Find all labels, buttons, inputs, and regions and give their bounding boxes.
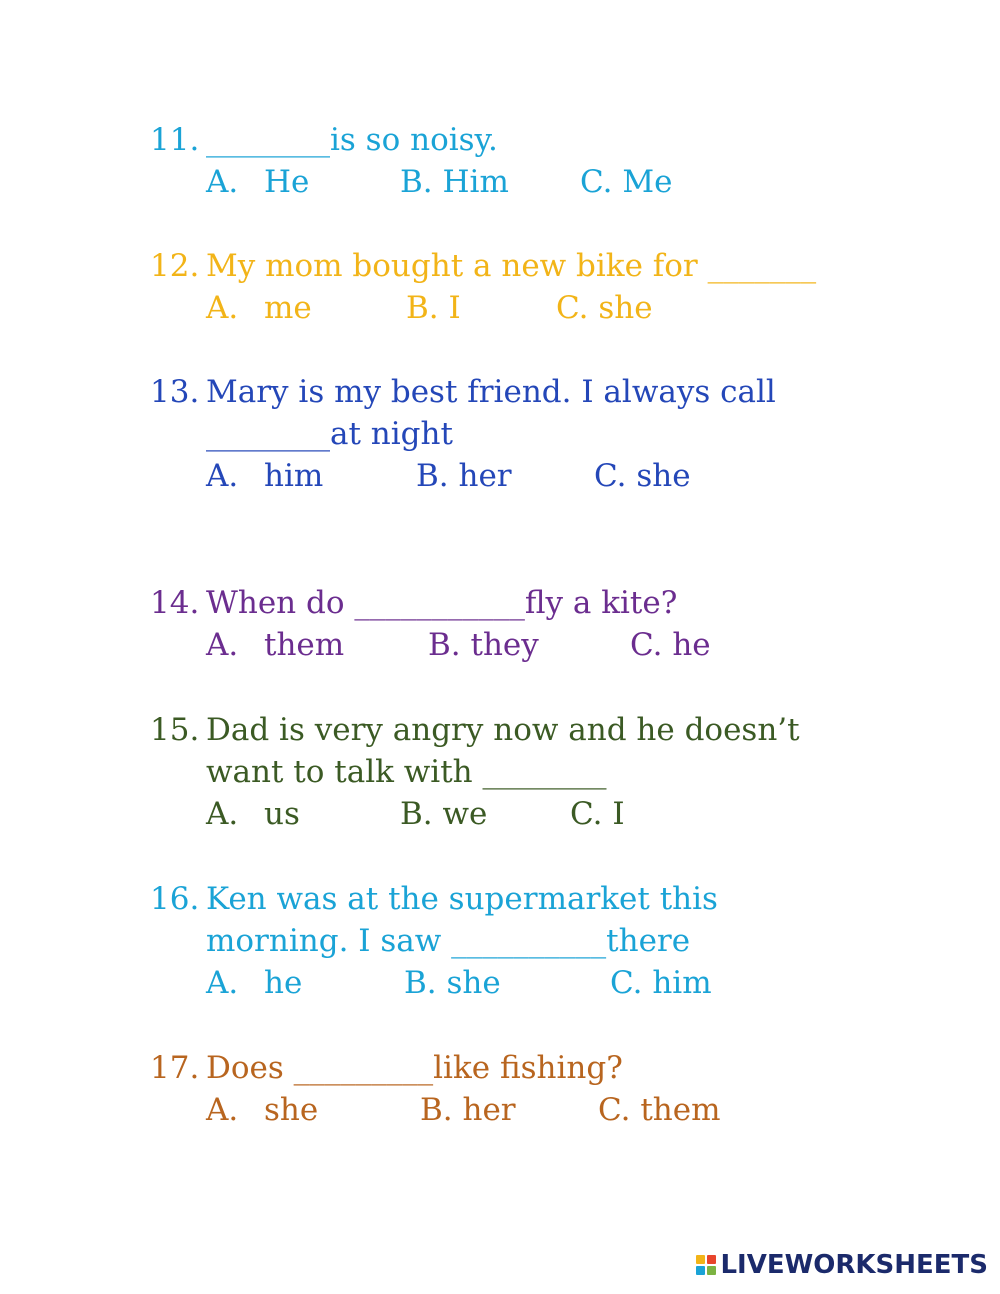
option-a: us <box>264 796 300 832</box>
option-c: C. I <box>570 796 625 832</box>
question-text: Ken was at the supermarket this <box>206 881 718 917</box>
question-text: Does _________like fishing? <box>206 1050 623 1086</box>
question-text-line-2: morning. I saw __________there <box>206 923 691 959</box>
option-a-label: A. <box>206 796 239 832</box>
option-c: C. him <box>610 965 712 1001</box>
liveworksheets-logo-icon <box>696 1255 716 1275</box>
option-a: he <box>264 965 303 1001</box>
question-number: 13. <box>150 374 200 410</box>
option-c: C. she <box>594 458 691 494</box>
option-a-label: A. <box>206 290 239 326</box>
question-number: 16. <box>150 881 200 917</box>
question-number: 14. <box>150 585 200 621</box>
option-a: me <box>264 290 312 326</box>
option-a: them <box>264 627 345 663</box>
question-number: 11. <box>150 122 200 158</box>
question-text: Mary is my best friend. I always call <box>206 374 776 410</box>
option-b: B. Him <box>400 164 509 200</box>
option-a: him <box>264 458 324 494</box>
option-a: she <box>264 1092 319 1128</box>
question-text: ________is so noisy. <box>206 122 498 158</box>
option-a-label: A. <box>206 458 239 494</box>
question-text: When do ___________fly a kite? <box>206 585 678 621</box>
option-a-label: A. <box>206 164 239 200</box>
option-c: C. he <box>630 627 711 663</box>
question-text: Dad is very angry now and he doesn’t <box>206 712 800 748</box>
question-text-line-2: ________at night <box>206 416 453 452</box>
question-number: 12. <box>150 248 200 284</box>
question-number: 17. <box>150 1050 200 1086</box>
option-b: B. they <box>428 627 539 663</box>
option-c: C. Me <box>580 164 673 200</box>
option-a: He <box>264 164 310 200</box>
option-b: B. her <box>416 458 512 494</box>
option-c: C. them <box>598 1092 721 1128</box>
question-number: 15. <box>150 712 200 748</box>
question-text-line-2: want to talk with ________ <box>206 754 607 790</box>
option-a-label: A. <box>206 965 239 1001</box>
option-b: B. she <box>404 965 501 1001</box>
option-a-label: A. <box>206 627 239 663</box>
option-b: B. I <box>406 290 461 326</box>
liveworksheets-logo <box>696 1250 988 1280</box>
option-a-label: A. <box>206 1092 239 1128</box>
option-b: B. we <box>400 796 488 832</box>
question-text: My mom bought a new bike for _______ <box>206 248 817 284</box>
option-c: C. she <box>556 290 653 326</box>
logo-text: LIVEWORKSHEETS <box>720 1250 988 1280</box>
option-b: B. her <box>420 1092 516 1128</box>
